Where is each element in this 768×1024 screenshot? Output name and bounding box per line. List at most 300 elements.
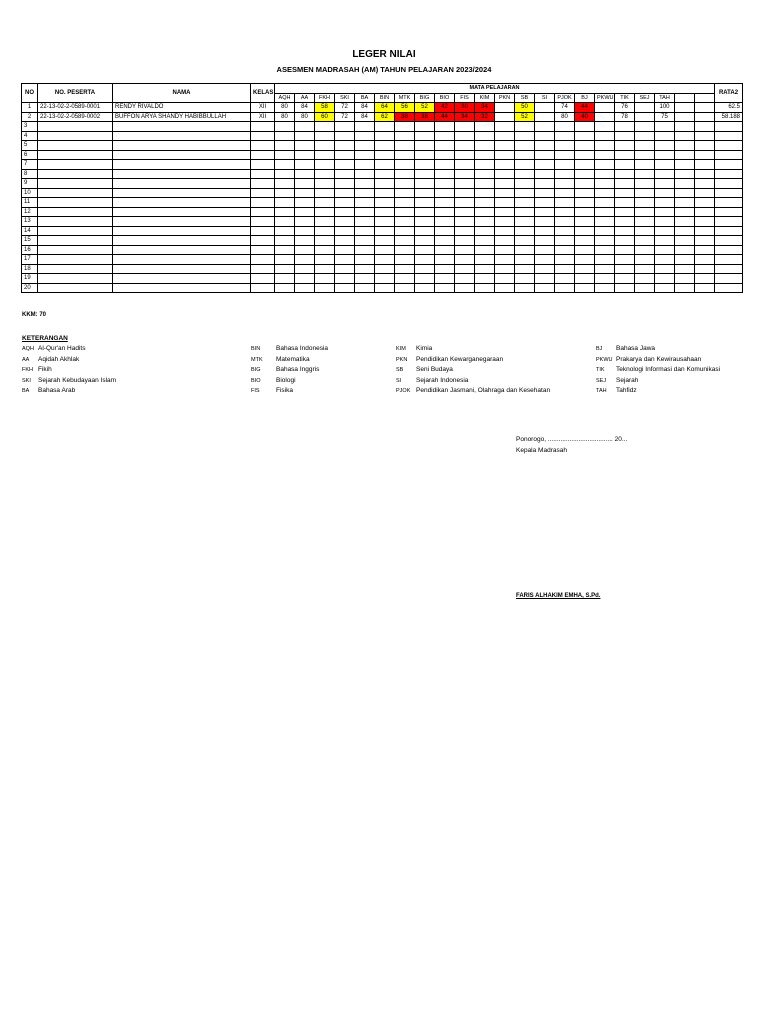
row-number: 20 (22, 283, 38, 293)
empty-cell (113, 188, 251, 198)
empty-cell (355, 122, 375, 132)
score-cell: 72 (335, 103, 355, 113)
empty-cell (695, 226, 715, 236)
empty-cell (655, 150, 675, 160)
empty-cell (251, 283, 275, 293)
empty-cell (515, 150, 535, 160)
empty-cell (595, 141, 615, 151)
empty-cell (335, 150, 355, 160)
legend-name: Pendidikan Jasmani, Olahraga dan Kesehatan (416, 387, 551, 394)
empty-cell (615, 150, 635, 160)
score-cell: 44 (575, 103, 595, 113)
empty-cell (575, 274, 595, 284)
empty-cell (615, 198, 635, 208)
empty-cell (355, 264, 375, 274)
empty-cell (435, 188, 455, 198)
subject-header: BJ (575, 93, 595, 103)
empty-cell (555, 198, 575, 208)
empty-cell (495, 207, 515, 217)
score-cell: 64 (375, 103, 395, 113)
document-subtitle: ASESMEN MADRASAH (AM) TAHUN PELAJARAN 2023/2024 (276, 65, 492, 74)
empty-cell (695, 169, 715, 179)
empty-cell (38, 122, 113, 132)
legend-code: BJ (596, 346, 603, 352)
empty-cell (455, 150, 475, 160)
table-row (22, 274, 743, 284)
empty-cell (675, 274, 695, 284)
empty-cell (415, 236, 435, 246)
table-row (22, 188, 743, 198)
empty-cell (655, 188, 675, 198)
empty-cell (655, 236, 675, 246)
empty-cell (38, 150, 113, 160)
empty-cell (415, 264, 435, 274)
empty-cell (355, 236, 375, 246)
empty-cell (675, 264, 695, 274)
empty-cell (495, 150, 515, 160)
empty-cell (575, 264, 595, 274)
empty-cell (113, 131, 251, 141)
empty-cell (535, 217, 555, 227)
header-no: NO (22, 84, 38, 103)
empty-cell (295, 122, 315, 132)
empty-cell (535, 283, 555, 293)
legend-item (22, 376, 116, 387)
empty-cell (535, 245, 555, 255)
empty-cell (375, 245, 395, 255)
empty-cell (435, 160, 455, 170)
legend-name: Sejarah (616, 376, 639, 384)
empty-cell (415, 141, 435, 151)
empty-cell (615, 160, 635, 170)
legend-name: Aqidah Akhlak (38, 355, 80, 363)
empty-cell (715, 264, 743, 274)
table-row (22, 112, 743, 122)
empty-cell (515, 169, 535, 179)
table-row (22, 160, 743, 170)
empty-cell (395, 141, 415, 151)
empty-cell (715, 160, 743, 170)
score-cell: 78 (615, 112, 635, 122)
empty-cell (695, 198, 715, 208)
legend-item (251, 386, 328, 397)
empty-cell (315, 188, 335, 198)
empty-cell (415, 283, 435, 293)
empty-cell (375, 169, 395, 179)
empty-cell (395, 179, 415, 189)
empty-cell (251, 245, 275, 255)
empty-cell (415, 160, 435, 170)
empty-cell (435, 255, 455, 265)
empty-cell (455, 198, 475, 208)
empty-cell (335, 236, 355, 246)
row-number: 3 (22, 122, 38, 132)
score-cell (675, 112, 695, 122)
empty-cell (315, 160, 335, 170)
empty-cell (113, 169, 251, 179)
empty-cell (335, 198, 355, 208)
empty-cell (113, 274, 251, 284)
empty-cell (615, 207, 635, 217)
empty-cell (535, 150, 555, 160)
empty-cell (315, 226, 335, 236)
legend-name: Fisika (276, 387, 293, 394)
empty-cell (475, 245, 495, 255)
empty-cell (475, 150, 495, 160)
empty-cell (615, 236, 635, 246)
empty-cell (435, 131, 455, 141)
empty-cell (655, 141, 675, 151)
empty-cell (335, 141, 355, 151)
empty-cell (595, 217, 615, 227)
empty-cell (635, 283, 655, 293)
legend-name: Bahasa Inggris (276, 366, 320, 373)
empty-cell (375, 255, 395, 265)
empty-cell (675, 236, 695, 246)
empty-cell (495, 160, 515, 170)
empty-cell (675, 179, 695, 189)
empty-cell (375, 179, 395, 189)
empty-cell (315, 169, 335, 179)
empty-cell (555, 226, 575, 236)
empty-cell (515, 207, 535, 217)
empty-cell (595, 274, 615, 284)
empty-cell (495, 179, 515, 189)
empty-cell (395, 207, 415, 217)
empty-cell (315, 255, 335, 265)
empty-cell (113, 160, 251, 170)
empty-cell (455, 236, 475, 246)
empty-cell (335, 245, 355, 255)
empty-cell (355, 160, 375, 170)
empty-cell (535, 131, 555, 141)
empty-cell (355, 274, 375, 284)
empty-cell (415, 179, 435, 189)
legend-name: Kimia (416, 345, 433, 352)
empty-cell (715, 236, 743, 246)
empty-cell (295, 160, 315, 170)
empty-cell (715, 226, 743, 236)
empty-cell (695, 150, 715, 160)
empty-cell (535, 169, 555, 179)
empty-cell (335, 122, 355, 132)
empty-cell (635, 264, 655, 274)
empty-cell (555, 207, 575, 217)
subject-header: TIK (615, 93, 635, 103)
score-cell: 34 (475, 103, 495, 113)
empty-cell (113, 226, 251, 236)
empty-cell (455, 122, 475, 132)
empty-cell (515, 274, 535, 284)
empty-cell (251, 169, 275, 179)
empty-cell (635, 274, 655, 284)
subject-header: MTK (395, 93, 415, 103)
empty-cell (395, 169, 415, 179)
empty-cell (251, 122, 275, 132)
legend-code: PJOK (396, 388, 411, 394)
empty-cell (575, 179, 595, 189)
empty-cell (251, 150, 275, 160)
empty-cell (495, 141, 515, 151)
empty-cell (695, 245, 715, 255)
empty-cell (375, 226, 395, 236)
empty-cell (695, 131, 715, 141)
empty-cell (575, 207, 595, 217)
score-cell: 40 (575, 112, 595, 122)
empty-cell (315, 150, 335, 160)
empty-cell (435, 169, 455, 179)
empty-cell (395, 131, 415, 141)
empty-cell (535, 198, 555, 208)
empty-cell (595, 179, 615, 189)
empty-cell (595, 198, 615, 208)
legend-name: Fikih (38, 366, 52, 373)
empty-cell (655, 264, 675, 274)
empty-cell (315, 198, 335, 208)
empty-cell (38, 255, 113, 265)
empty-cell (495, 264, 515, 274)
empty-cell (535, 188, 555, 198)
empty-cell (715, 274, 743, 284)
empty-cell (375, 217, 395, 227)
empty-cell (355, 141, 375, 151)
empty-cell (315, 131, 335, 141)
empty-cell (635, 150, 655, 160)
row-number: 1 (22, 103, 38, 113)
legend-code: BIO (251, 377, 261, 384)
empty-cell (555, 150, 575, 160)
empty-cell (655, 255, 675, 265)
empty-cell (615, 122, 635, 132)
empty-cell (113, 264, 251, 274)
legend-item (596, 365, 720, 376)
legend-code: SB (396, 367, 404, 373)
table-row (22, 245, 743, 255)
empty-cell (555, 236, 575, 246)
empty-cell (515, 236, 535, 246)
empty-cell (535, 236, 555, 246)
legend-name: Matematika (276, 355, 310, 363)
table-row (22, 103, 743, 113)
empty-cell (615, 226, 635, 236)
score-cell: 84 (355, 112, 375, 122)
row-number: 7 (22, 160, 38, 170)
empty-cell (655, 274, 675, 284)
empty-cell (435, 179, 455, 189)
empty-cell (251, 141, 275, 151)
empty-cell (715, 122, 743, 132)
table-row (22, 141, 743, 151)
empty-cell (635, 169, 655, 179)
legend-item (396, 376, 550, 387)
empty-cell (635, 198, 655, 208)
empty-cell (715, 131, 743, 141)
empty-cell (395, 198, 415, 208)
row-number: 16 (22, 245, 38, 255)
empty-cell (635, 236, 655, 246)
empty-cell (455, 217, 475, 227)
empty-cell (335, 207, 355, 217)
empty-cell (675, 141, 695, 151)
empty-cell (715, 207, 743, 217)
row-number: 8 (22, 169, 38, 179)
empty-cell (395, 122, 415, 132)
empty-cell (575, 150, 595, 160)
empty-cell (113, 179, 251, 189)
empty-cell (375, 150, 395, 160)
legend-item (251, 355, 328, 366)
empty-cell (395, 255, 415, 265)
empty-cell (595, 245, 615, 255)
empty-cell (335, 255, 355, 265)
empty-cell (315, 122, 335, 132)
empty-cell (475, 141, 495, 151)
empty-cell (275, 283, 295, 293)
kkm-note: KKM: 70 (22, 312, 47, 318)
legend-item (596, 344, 720, 355)
empty-cell (395, 283, 415, 293)
legend-name: Seni Budaya (416, 366, 453, 373)
empty-cell (251, 179, 275, 189)
empty-cell (675, 169, 695, 179)
score-cell: 52 (515, 112, 535, 122)
student-class: XII (251, 103, 275, 113)
empty-cell (355, 188, 375, 198)
legend-code: KIM (396, 346, 406, 352)
average-cell: 58.188 (715, 112, 743, 122)
empty-cell (675, 131, 695, 141)
empty-cell (435, 236, 455, 246)
subject-header: AA (295, 93, 315, 103)
empty-cell (435, 245, 455, 255)
empty-cell (355, 198, 375, 208)
subject-header: PKWU (595, 93, 615, 103)
keterangan-title: KETERANGAN (22, 335, 68, 342)
legend-code: MTK (251, 356, 263, 363)
empty-cell (475, 198, 495, 208)
row-number: 11 (22, 198, 38, 208)
legend-name: Bahasa Arab (38, 387, 76, 394)
legend-code: BIG (251, 367, 261, 373)
empty-cell (335, 226, 355, 236)
empty-cell (475, 188, 495, 198)
row-number: 6 (22, 150, 38, 160)
empty-cell (251, 274, 275, 284)
empty-cell (335, 179, 355, 189)
empty-cell (38, 160, 113, 170)
subject-header: PJOK (555, 93, 575, 103)
score-cell: 84 (355, 103, 375, 113)
empty-cell (251, 264, 275, 274)
empty-cell (615, 245, 635, 255)
empty-cell (655, 169, 675, 179)
empty-cell (275, 217, 295, 227)
empty-cell (375, 122, 395, 132)
table-row (22, 226, 743, 236)
empty-cell (275, 150, 295, 160)
legend-code: AA (22, 356, 30, 363)
empty-cell (335, 169, 355, 179)
table-row (22, 122, 743, 132)
empty-cell (435, 141, 455, 151)
empty-cell (251, 226, 275, 236)
legend-item (22, 365, 116, 376)
document-title: LEGER NILAI (352, 49, 416, 60)
legend-name: Sejarah Kebudayaan Islam (38, 376, 117, 384)
empty-cell (595, 188, 615, 198)
empty-cell (375, 160, 395, 170)
empty-cell (295, 198, 315, 208)
score-cell: 58 (315, 103, 335, 113)
empty-cell (335, 188, 355, 198)
empty-cell (695, 274, 715, 284)
score-cell: 74 (555, 103, 575, 113)
row-number: 9 (22, 179, 38, 189)
table-row (22, 198, 743, 208)
empty-cell (295, 179, 315, 189)
empty-cell (495, 283, 515, 293)
legend-item (251, 344, 328, 355)
legend-name: Bahasa Indonesia (276, 345, 329, 352)
legend-name: Teknologi Informasi dan Komunikasi (616, 366, 721, 373)
empty-cell (595, 131, 615, 141)
subject-header: BIN (375, 93, 395, 103)
empty-cell (475, 283, 495, 293)
empty-cell (695, 283, 715, 293)
empty-cell (275, 264, 295, 274)
legend-item (596, 386, 720, 397)
table-row (22, 264, 743, 274)
empty-cell (515, 255, 535, 265)
empty-cell (495, 255, 515, 265)
empty-cell (715, 198, 743, 208)
empty-cell (635, 188, 655, 198)
empty-cell (535, 160, 555, 170)
empty-cell (695, 236, 715, 246)
subject-header: FIS (455, 93, 475, 103)
empty-cell (335, 264, 355, 274)
empty-cell (575, 122, 595, 132)
empty-cell (435, 264, 455, 274)
score-cell: 32 (475, 112, 495, 122)
empty-cell (615, 131, 635, 141)
legend-item (251, 376, 328, 387)
score-cell (635, 112, 655, 122)
empty-cell (695, 264, 715, 274)
empty-cell (455, 179, 475, 189)
empty-cell (315, 283, 335, 293)
empty-cell (555, 131, 575, 141)
empty-cell (295, 150, 315, 160)
legend-item (396, 386, 550, 397)
table-row (22, 179, 743, 189)
empty-cell (275, 207, 295, 217)
empty-cell (615, 283, 635, 293)
empty-cell (113, 198, 251, 208)
empty-cell (375, 274, 395, 284)
empty-cell (415, 226, 435, 236)
empty-cell (113, 283, 251, 293)
legend-name: Pendidikan Kewarganegaraan (416, 355, 504, 363)
empty-cell (355, 283, 375, 293)
subject-header: BIO (435, 93, 455, 103)
empty-cell (315, 141, 335, 151)
empty-cell (455, 188, 475, 198)
empty-cell (415, 169, 435, 179)
subject-header: SI (535, 93, 555, 103)
empty-cell (495, 131, 515, 141)
table-row (22, 217, 743, 227)
